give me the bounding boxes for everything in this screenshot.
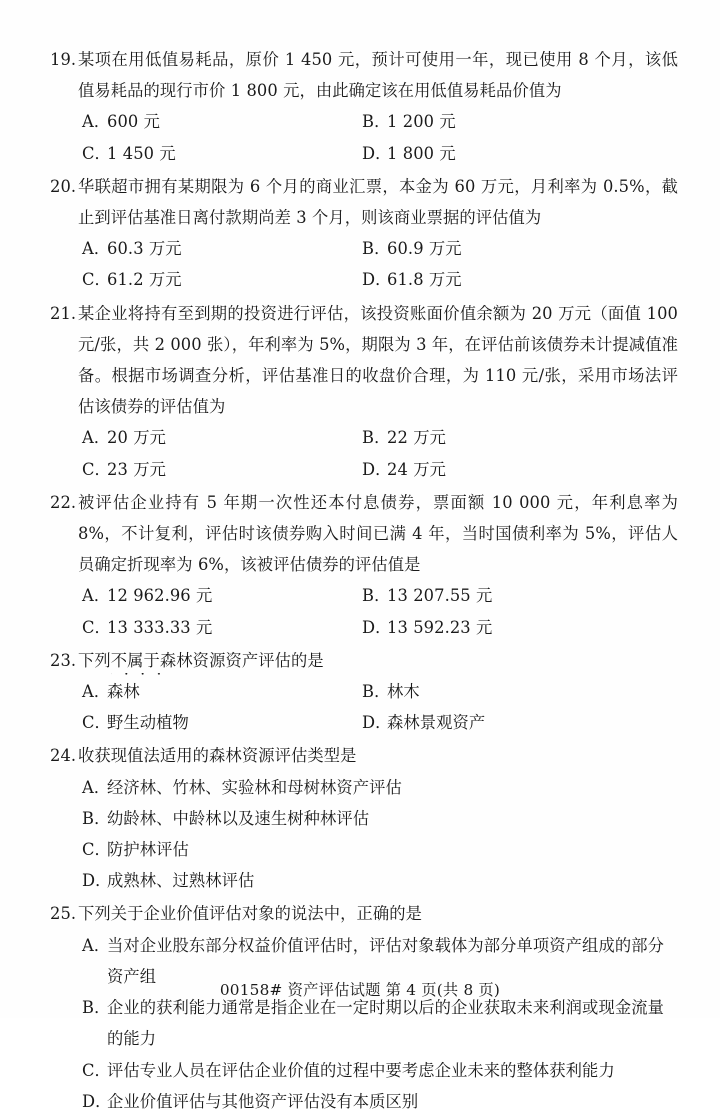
question-20-option-c[interactable] xyxy=(82,264,362,295)
option-letter: D． xyxy=(362,270,392,290)
question-21-option-a[interactable] xyxy=(82,422,362,453)
option-letter: D． xyxy=(82,871,112,891)
option-letter: A． xyxy=(82,682,111,702)
question-25-stem xyxy=(50,898,678,929)
option-letter: A． xyxy=(82,428,111,448)
question-19-stem xyxy=(50,44,678,106)
question-21-number: 21. xyxy=(50,303,77,323)
option-letter: C． xyxy=(82,143,111,163)
option-row xyxy=(82,422,678,453)
question-23-number: 23. xyxy=(50,650,77,670)
option-text: 23 万元 xyxy=(107,459,166,479)
option-text: 1 800 元 xyxy=(387,143,456,163)
option-text: 61.8 万元 xyxy=(387,270,462,290)
option-row xyxy=(82,106,678,137)
option-letter: C． xyxy=(82,1060,111,1080)
question-19-option-c[interactable] xyxy=(82,138,362,169)
option-row xyxy=(82,707,678,738)
question-22-stem xyxy=(50,487,678,581)
option-letter: D． xyxy=(362,617,392,637)
question-24-option-c[interactable] xyxy=(82,834,678,865)
question-23-stem-prefix: 下列 xyxy=(78,650,111,670)
option-text: 24 万元 xyxy=(387,459,446,479)
question-23-option-d[interactable] xyxy=(362,707,678,738)
question-19-stem-text: 某项在用低值易耗品，原价 1 450 元，预计可使用一年，现已使用 8 个月，该低值易耗品的现行市价 1 800 元，由此确定该在用低值易耗品价值为 xyxy=(78,50,678,101)
question-20-option-a[interactable] xyxy=(82,233,362,264)
option-letter: D． xyxy=(362,459,392,479)
question-22-options xyxy=(50,580,678,642)
option-text: 60.9 万元 xyxy=(387,239,462,259)
question-23-emphasis-text: 不属于 xyxy=(111,645,160,676)
question-25-stem-text: 下列关于企业价值评估对象的说法中，正确的是 xyxy=(78,904,423,924)
option-letter: A． xyxy=(82,112,111,132)
question-24-option-a[interactable] xyxy=(82,772,678,803)
option-row xyxy=(82,580,678,611)
option-text: 12 962.96 元 xyxy=(107,586,213,606)
question-21-option-d[interactable] xyxy=(362,454,678,485)
option-letter: B． xyxy=(362,428,391,448)
option-letter: C． xyxy=(82,713,111,733)
question-21-option-b[interactable] xyxy=(362,422,678,453)
option-letter: C． xyxy=(82,840,111,860)
question-25-option-d[interactable] xyxy=(82,1086,678,1117)
question-24-options xyxy=(50,772,678,897)
question-list xyxy=(50,44,678,1117)
question-19-option-b[interactable] xyxy=(362,106,678,137)
option-text: 600 元 xyxy=(107,112,161,132)
option-letter: C． xyxy=(82,270,111,290)
option-text: 60.3 万元 xyxy=(107,239,182,259)
question-21-options xyxy=(50,422,678,484)
option-row xyxy=(82,233,678,264)
option-text: 成熟林、过熟林评估 xyxy=(107,871,255,891)
question-22-stem-text: 被评估企业持有 5 年期一次性还本付息债券，票面额 10 000 元，年利息率为 8%，不计复利，评估时该债券购入时间已满 4 年，当时国债利率为 5%，评估人员确定折现率为 6%，该被评估债券的评估值是 xyxy=(78,492,678,575)
question-20-stem-text: 华联超市拥有某期限为 6 个月的商业汇票，本金为 60 万元，月利率为 0.5%，截止到评估基准日离付款期尚差 3 个月，则该商业票据的评估值为 xyxy=(78,176,678,228)
option-letter: A． xyxy=(82,777,111,797)
page-footer: 00158# 资产评估试题 第 4 页(共 8 页) xyxy=(219,981,501,999)
question-19 xyxy=(50,44,678,169)
question-25 xyxy=(50,898,678,1116)
option-letter: A． xyxy=(82,586,111,606)
option-text: 野生动植物 xyxy=(107,713,189,733)
option-row xyxy=(82,264,678,295)
option-text: 企业的获利能力通常是指企业在一定时期以后的企业获取未来利润或现金流量的能力 xyxy=(107,998,664,1049)
option-text: 20 万元 xyxy=(107,428,166,448)
option-text: 22 万元 xyxy=(387,428,446,448)
question-21-option-c[interactable] xyxy=(82,454,362,485)
question-23-options xyxy=(50,676,678,738)
option-text: 林木 xyxy=(387,682,420,702)
question-19-option-d[interactable] xyxy=(362,138,678,169)
question-21 xyxy=(50,298,678,485)
option-row xyxy=(82,612,678,643)
option-text: 13 333.33 元 xyxy=(107,617,213,637)
question-22-option-c[interactable] xyxy=(82,612,362,643)
question-20-stem xyxy=(50,171,678,233)
option-letter: C． xyxy=(82,617,111,637)
question-21-stem xyxy=(50,298,678,423)
option-letter: C． xyxy=(82,459,111,479)
option-row xyxy=(82,676,678,707)
option-text: 森林景观资产 xyxy=(387,713,486,733)
question-23-option-c[interactable] xyxy=(82,707,362,738)
option-letter: D． xyxy=(362,143,392,163)
option-text: 企业价值评估与其他资产评估没有本质区别 xyxy=(107,1091,419,1111)
question-19-number: 19. xyxy=(50,50,77,69)
question-20-options xyxy=(50,233,678,295)
option-letter: A． xyxy=(82,935,111,955)
option-text: 61.2 万元 xyxy=(107,270,182,290)
option-letter: B． xyxy=(82,808,111,828)
question-23-stem xyxy=(50,645,678,676)
question-25-options xyxy=(50,930,678,1117)
question-24 xyxy=(50,740,678,896)
option-letter: B． xyxy=(362,239,391,259)
option-letter: D． xyxy=(362,713,392,733)
option-letter: D． xyxy=(82,1091,112,1111)
option-text: 1 200 元 xyxy=(387,112,456,132)
question-25-number: 25. xyxy=(50,904,77,924)
option-text: 1 450 元 xyxy=(107,143,176,163)
question-19-options xyxy=(50,106,678,168)
question-24-stem-text: 收获现值法适用的森林资源评估类型是 xyxy=(78,746,357,766)
option-letter: B． xyxy=(362,112,391,132)
question-25-option-b[interactable] xyxy=(82,992,678,1054)
question-23 xyxy=(50,645,678,739)
option-letter: B． xyxy=(362,682,391,702)
question-23-option-b[interactable] xyxy=(362,676,678,707)
question-22-number: 22. xyxy=(50,492,77,512)
option-text: 13 207.55 元 xyxy=(387,586,493,606)
question-22-option-a[interactable] xyxy=(82,580,362,611)
option-text: 经济林、竹林、实验林和母树林资产评估 xyxy=(107,777,402,797)
option-row xyxy=(82,454,678,485)
option-row xyxy=(82,138,678,169)
option-text: 当对企业股东部分权益价值评估时，评估对象载体为部分单项资产组成的部分资产组 xyxy=(107,935,664,986)
question-24-option-d[interactable] xyxy=(82,865,678,896)
question-20-number: 20. xyxy=(50,176,77,196)
option-text: 评估专业人员在评估企业价值的过程中要考虑企业未来的整体获利能力 xyxy=(107,1060,615,1080)
question-23-option-a[interactable] xyxy=(82,676,362,707)
question-20-option-d[interactable] xyxy=(362,264,678,295)
option-letter: B． xyxy=(82,998,111,1018)
question-23-stem-suffix: 森林资源资产评估的是 xyxy=(159,650,324,670)
question-19-option-a[interactable] xyxy=(82,106,362,137)
option-text: 森林 xyxy=(107,682,140,702)
question-24-option-b[interactable] xyxy=(82,803,678,834)
option-text: 防护林评估 xyxy=(107,840,189,860)
option-text: 13 592.23 元 xyxy=(387,617,493,637)
question-22-option-d[interactable] xyxy=(362,612,678,643)
question-20-option-b[interactable] xyxy=(362,233,678,264)
question-24-stem xyxy=(50,740,678,771)
option-letter: A． xyxy=(82,239,111,259)
question-22-option-b[interactable] xyxy=(362,580,678,611)
question-21-stem-text: 某企业将持有至到期的投资进行评估，该投资账面价值余额为 20 万元（面值 100 元/张，共 2 000 张），年利率为 5%，期限为 3 年，在评估前该债券未计提减值准备。根据市场调查分析，评估基准日的收盘价合理，为 110 元/张，采用市场法评估该债券的评估值为 xyxy=(78,303,678,417)
option-text: 幼龄林、中龄林以及速生树种林评估 xyxy=(107,808,370,828)
question-24-number: 24. xyxy=(50,746,77,766)
question-25-option-c[interactable] xyxy=(82,1055,678,1086)
question-22 xyxy=(50,487,678,643)
question-20 xyxy=(50,171,678,296)
option-letter: B． xyxy=(362,586,391,606)
